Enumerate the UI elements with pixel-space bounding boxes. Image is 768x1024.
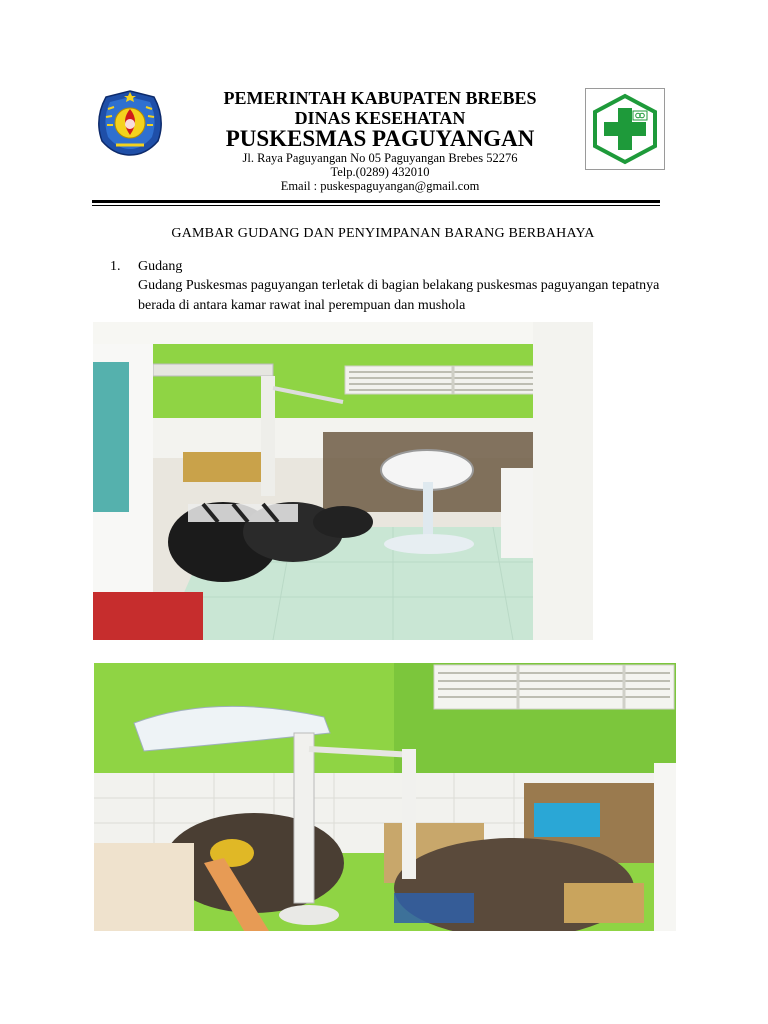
letterhead-phone: Telp.(0289) 432010 (330, 165, 430, 179)
document-title: GAMBAR GUDANG DAN PENYIMPANAN BARANG BERBAHAYA (171, 226, 595, 241)
letterhead-email: Email : puskespaguyangan@gmail.com (280, 179, 480, 193)
section-paragraph: Gudang Puskesmas paguyangan terletak di bagian belakang puskesmas paguyangan tepatnya berada di antara kamar rawat inal perempuan dan mushola (138, 278, 660, 313)
letterhead-address: Jl. Raya Paguyangan No 05 Paguyangan Brebes 52276 (242, 151, 518, 165)
letterhead-institution: PUSKESMAS PAGUYANGAN (225, 126, 535, 151)
letterhead-divider-thick (92, 200, 660, 203)
warehouse-photo-interior (94, 663, 676, 931)
letterhead-divider-thin (92, 205, 660, 206)
letterhead-department: DINAS KESEHATAN (294, 108, 466, 128)
letterhead-government: PEMERINTAH KABUPATEN BREBES (223, 88, 537, 108)
warehouse-photo-doorway (93, 322, 675, 640)
brebes-regency-emblem-icon (92, 89, 168, 157)
section-number: 1. (110, 259, 121, 274)
section-heading: Gudang (138, 259, 183, 274)
